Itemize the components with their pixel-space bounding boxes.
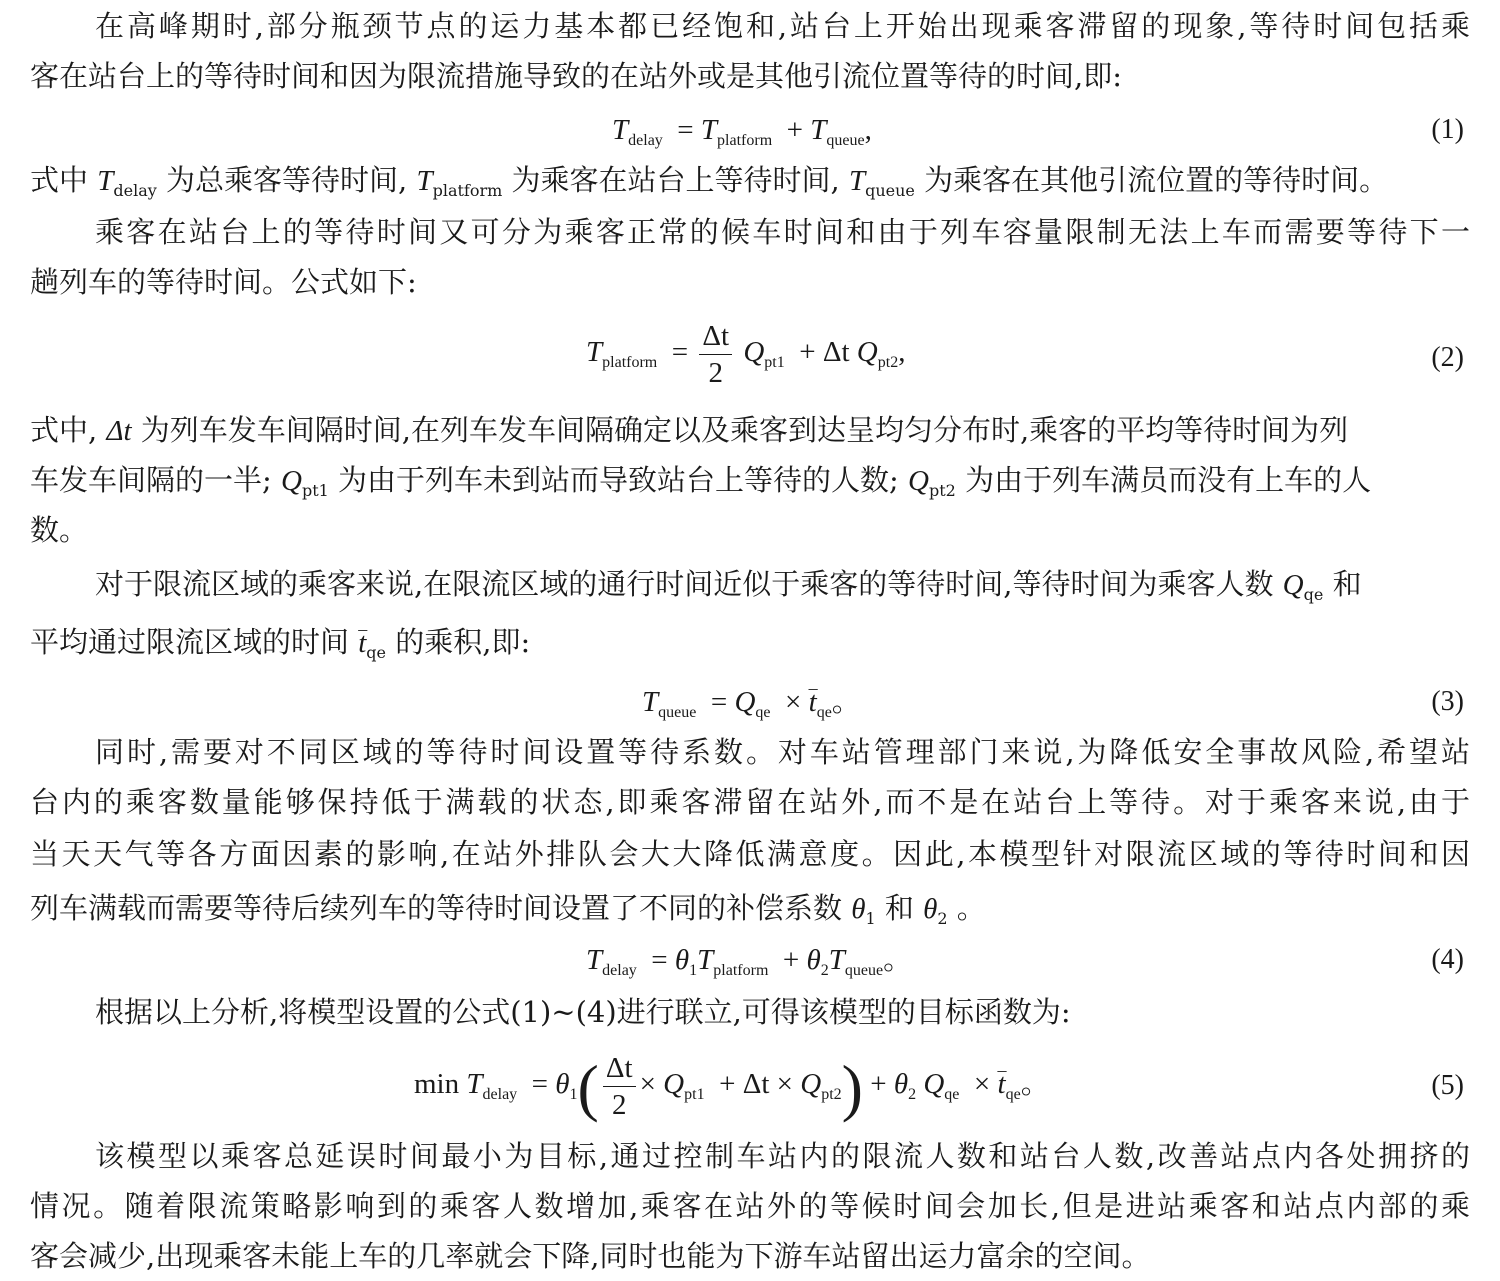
equation-number-2: (2) (1431, 342, 1464, 373)
para4-line2: 车发车间隔的一半; $Q_{pt1}$ 为由于列车未到站而导致站台上等待的人数; $Q_{pt2}$ 为由于列车满员而没有上车的人 (30, 463, 1372, 500)
equation-number-1: (1) (1431, 114, 1464, 145)
equation-number-5: (5) (1431, 1070, 1464, 1101)
equation-3: $T_{queue} = Q_{qe}$ × – $t_{qe}$。 (642, 682, 861, 722)
para2-line1: 式中 $T_{delay}$ 为总乘客等待时间, $T_{platform}$ 为乘客在站台上等待时间, $T_{queue}$ 为乘客在其他引流位置的等待时间。 (30, 163, 1389, 200)
para6-line4: 列车满载而需要等待后续列车的等待时间设置了不同的补偿系数 $\theta_1$ 和 $\theta_2$ 。 (30, 891, 986, 928)
para5-line1: 对于限流区域的乘客来说,在限流区域的通行时间近似于乘客的等待时间,等待时间为乘客人数 $Q_{qe}$ 和 (95, 567, 1362, 604)
para3-line1: 乘客在站台上的等待时间又可分为乘客正常的候车时间和由于列车容量限制无法上车而需要等待下一 (95, 215, 1470, 249)
para8-line1: 该模型以乘客总延误时间最小为目标,通过控制车站内的限流人数和站台人数,改善站点内各处拥挤的 (95, 1139, 1470, 1173)
para6-line3: 当天天气等各方面因素的影响,在站外排队会大大降低满意度。因此,本模型针对限流区域的等待时间和因 (30, 837, 1470, 871)
equation-1: $T_{delay} = T_{platform} + T_{queue}$, (612, 114, 872, 149)
para6-line1: 同时,需要对不同区域的等待时间设置等待系数。对车站管理部门来说,为降低安全事故风险,希望站 (95, 735, 1470, 769)
equation-4: $T_{delay} = \theta_1T_{platform} + \theta_2T_{queue}$。 (586, 944, 913, 979)
equation-number-4: (4) (1431, 944, 1464, 975)
para4-line1: 式中, Δt 为列车发车间隔时间,在列车发车间隔确定以及乘客到达呈均匀分布时,乘客的平均等待时间为列 (30, 413, 1349, 447)
para5-line2: 平均通过限流区域的时间 – $t_{qe}$ 的乘积,即: (30, 622, 530, 662)
para1-line2: 客在站台上的等待时间和因为限流措施导致的在站外或是其他引流位置等待的时间,即: (30, 59, 1122, 93)
para4-line3: 数。 (30, 513, 89, 547)
para7-line1: 根据以上分析,将模型设置的公式(1)~(4)进行联立,可得该模型的目标函数为: (95, 995, 1071, 1029)
para8-line3: 客会减少,出现乘客未能上车的几率就会下降,同时也能为下游车站留出运力富余的空间。 (30, 1239, 1151, 1273)
para6-line2: 台内的乘客数量能够保持低于满载的状态,即乘客滞留在站外,而不是在站台上等待。对于乘客来说,由于 (30, 785, 1470, 819)
equation-number-3: (3) (1431, 686, 1464, 717)
para1-line1: 在高峰期时,部分瓶颈节点的运力基本都已经饱和,站台上开始出现乘客滞留的现象,等待时间包括乘 (95, 9, 1470, 43)
para3-line2: 趟列车的等待时间。公式如下: (30, 265, 417, 299)
equation-5: $\min T_{delay} = \theta_1$( $\frac{\Delta t}{2}$ × $Q_{pt1} + \Delta t \times Q_{pt2}) + \theta_2$ $Q_{qe}$ × – $t_{qe}$。 (414, 1050, 1050, 1123)
equation-2: $T_{platform}$ = $\frac{\Delta t}{2}$ $Q_{pt1} + \Delta t$ $Q_{pt2}$, (586, 320, 906, 389)
para8-line2: 情况。随着限流策略影响到的乘客人数增加,乘客在站外的等候时间会加长,但是进站乘客和站点内部的乘 (30, 1189, 1470, 1223)
